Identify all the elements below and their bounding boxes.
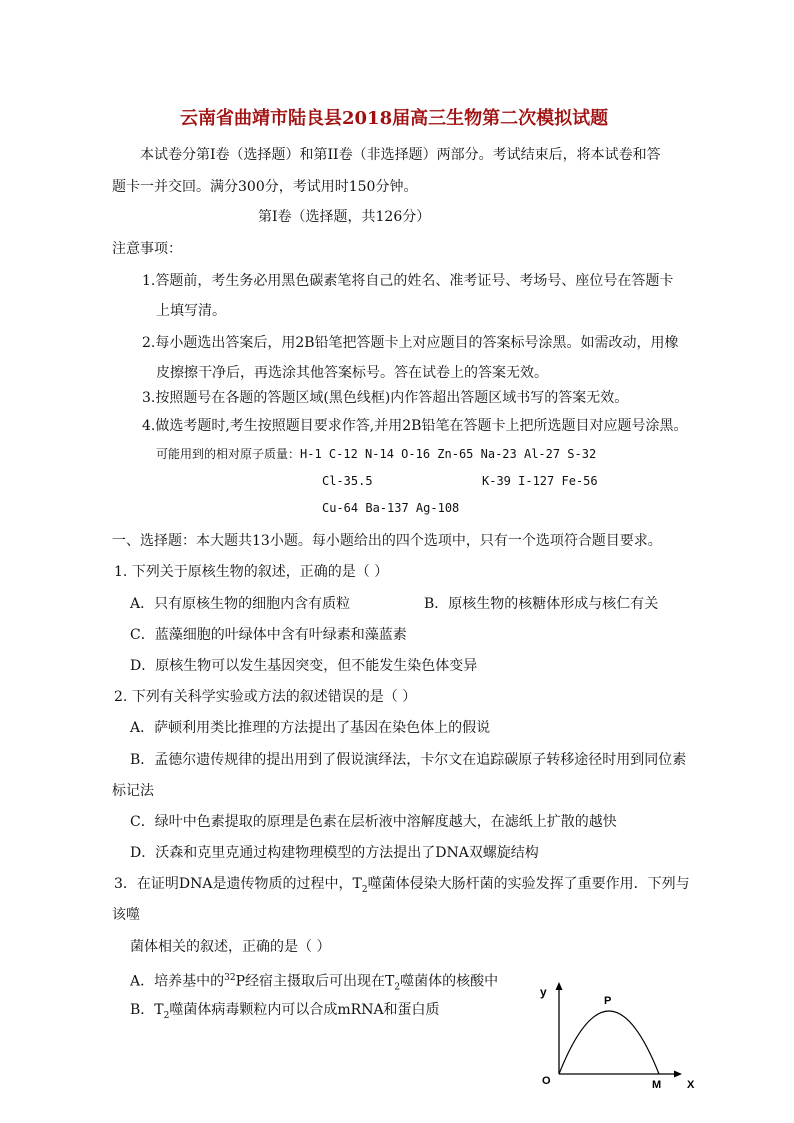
y-axis-label: y: [540, 985, 547, 999]
parabola-curve: [559, 1011, 659, 1074]
q3-stem-subscript: 2: [361, 884, 368, 895]
intro-line-2: 题卡一并交回。满分300分，考试用时150分钟。: [112, 179, 418, 195]
q2-option-b-line-2: 标记法: [112, 783, 154, 799]
curve-graph: [530, 980, 710, 1095]
q3-a-post: 噬菌体的核酸中: [400, 973, 499, 990]
intro-line-1: 本试卷分第Ⅰ卷（选择题）和第II卷（非选择题）两部分。考试结束后，将本试卷和答: [140, 147, 661, 163]
q1-option-d: D．原核生物可以发生基因突变，但不能发生染色体变异: [130, 658, 478, 674]
q3-stem-line-3: 菌体相关的叙述，正确的是（ ）: [130, 939, 331, 955]
note-2-line-2: 皮擦擦干净后，再选涂其他答案标号。答在试卷上的答案无效。: [156, 365, 548, 381]
q1-option-a: A．只有原核生物的细胞内含有质粒: [130, 596, 351, 612]
atomic-mass-row-3: Cu-64 Ba-137 Ag-108: [322, 501, 460, 515]
q3-a-subscript: 2: [394, 982, 401, 993]
x-axis-arrow: [674, 1071, 682, 1078]
q3-b-subscript: 2: [163, 1010, 170, 1021]
q3-a-superscript: 32: [224, 973, 236, 983]
q2-stem: 2. 下列有关科学实验或方法的叙述错误的是（ ）: [114, 689, 417, 705]
note-3: 3.按照题号在各题的答题区域(黑色线框)内作答超出答题区域书写的答案无效。: [142, 390, 629, 406]
q1-stem: 1. 下列关于原核生物的叙述，正确的是（ ）: [114, 564, 389, 580]
q3-stem-post: 噬菌体侵染大肠杆菌的实验发挥了重要作用．下列与: [367, 876, 690, 892]
y-axis-arrow: [556, 982, 563, 990]
q2-option-a: A．萨顿利用类比推理的方法提出了基因在染色体上的假说: [130, 720, 491, 736]
section-heading: 第Ⅰ卷（选择题，共126分）: [258, 209, 431, 225]
notes-heading: 注意事项：: [112, 241, 182, 257]
note-1-line-2: 上填写清。: [156, 303, 226, 319]
q3-option-a: [130, 969, 498, 996]
q2-option-c: C．绿叶中色素提取的原理是色素在层析液中溶解度越大，在滤纸上扩散的越快: [130, 814, 617, 830]
q3-b-post: 噬菌体病毒颗粒内可以合成mRNA和蛋白质: [169, 1002, 440, 1018]
q2-option-d: D．沃森和克里克通过构建物理模型的方法提出了DNA双螺旋结构: [130, 845, 539, 861]
q3-a-pre: A．培养基中的: [130, 973, 225, 990]
atomic-mass-row-2b: K-39 I-127 Fe-56: [482, 474, 598, 488]
note-1-line-1: 1.答题前，考生务必用黑色碳素笔将自己的姓名、准考证号、考场号、座位号在答题卡: [142, 273, 674, 289]
note-4: 4.做选考题时,考生按照题目要求作答,并用2B铅笔在答题卡上把所选题目对应题号涂黑。: [142, 418, 688, 434]
atomic-mass-row-2a: Cl-35.5: [322, 474, 373, 488]
peak-label: P: [604, 995, 612, 1007]
m-label: M: [652, 1079, 662, 1091]
q1-option-b: B．原核生物的核糖体形成与核仁有关: [424, 596, 659, 612]
note-2-line-1: 2.每小题选出答案后，用2B铅笔把答题卡上对应题目的答案标号涂黑。如需改动，用橡: [142, 335, 679, 351]
q3-b-pre: B．T: [130, 1002, 164, 1018]
q2-option-b-line-1: B．孟德尔遗传规律的提出用到了假说演绎法，卡尔文在追踪碳原子转移途径时用到同位素: [130, 752, 687, 768]
origin-label: O: [542, 1075, 551, 1087]
q3-stem-pre: 3．在证明DNA是遗传物质的过程中，T: [114, 876, 362, 892]
part-1-heading: 一、选择题：本大题共13小题。每小题给出的四个选项中，只有一个选项符合题目要求。: [112, 533, 662, 549]
q3-stem-line-1: [114, 875, 690, 899]
q1-option-c: C．蓝藻细胞的叶绿体中含有叶绿素和藻蓝素: [130, 627, 407, 643]
x-axis-label: X: [687, 1079, 695, 1091]
q3-option-b: [130, 1001, 440, 1025]
atomic-mass-row-1: 可能用到的相对原子质量：H-1 C-12 N-14 O-16 Zn-65 Na-23 Al-27 S-32: [156, 447, 597, 461]
page-title: 云南省曲靖市陆良县2018届高三生物第二次模拟试题: [180, 108, 609, 129]
q3-a-mid: P经宿主摄取后可出现在T: [235, 973, 395, 990]
q3-stem-line-2: 该噬: [112, 907, 140, 923]
